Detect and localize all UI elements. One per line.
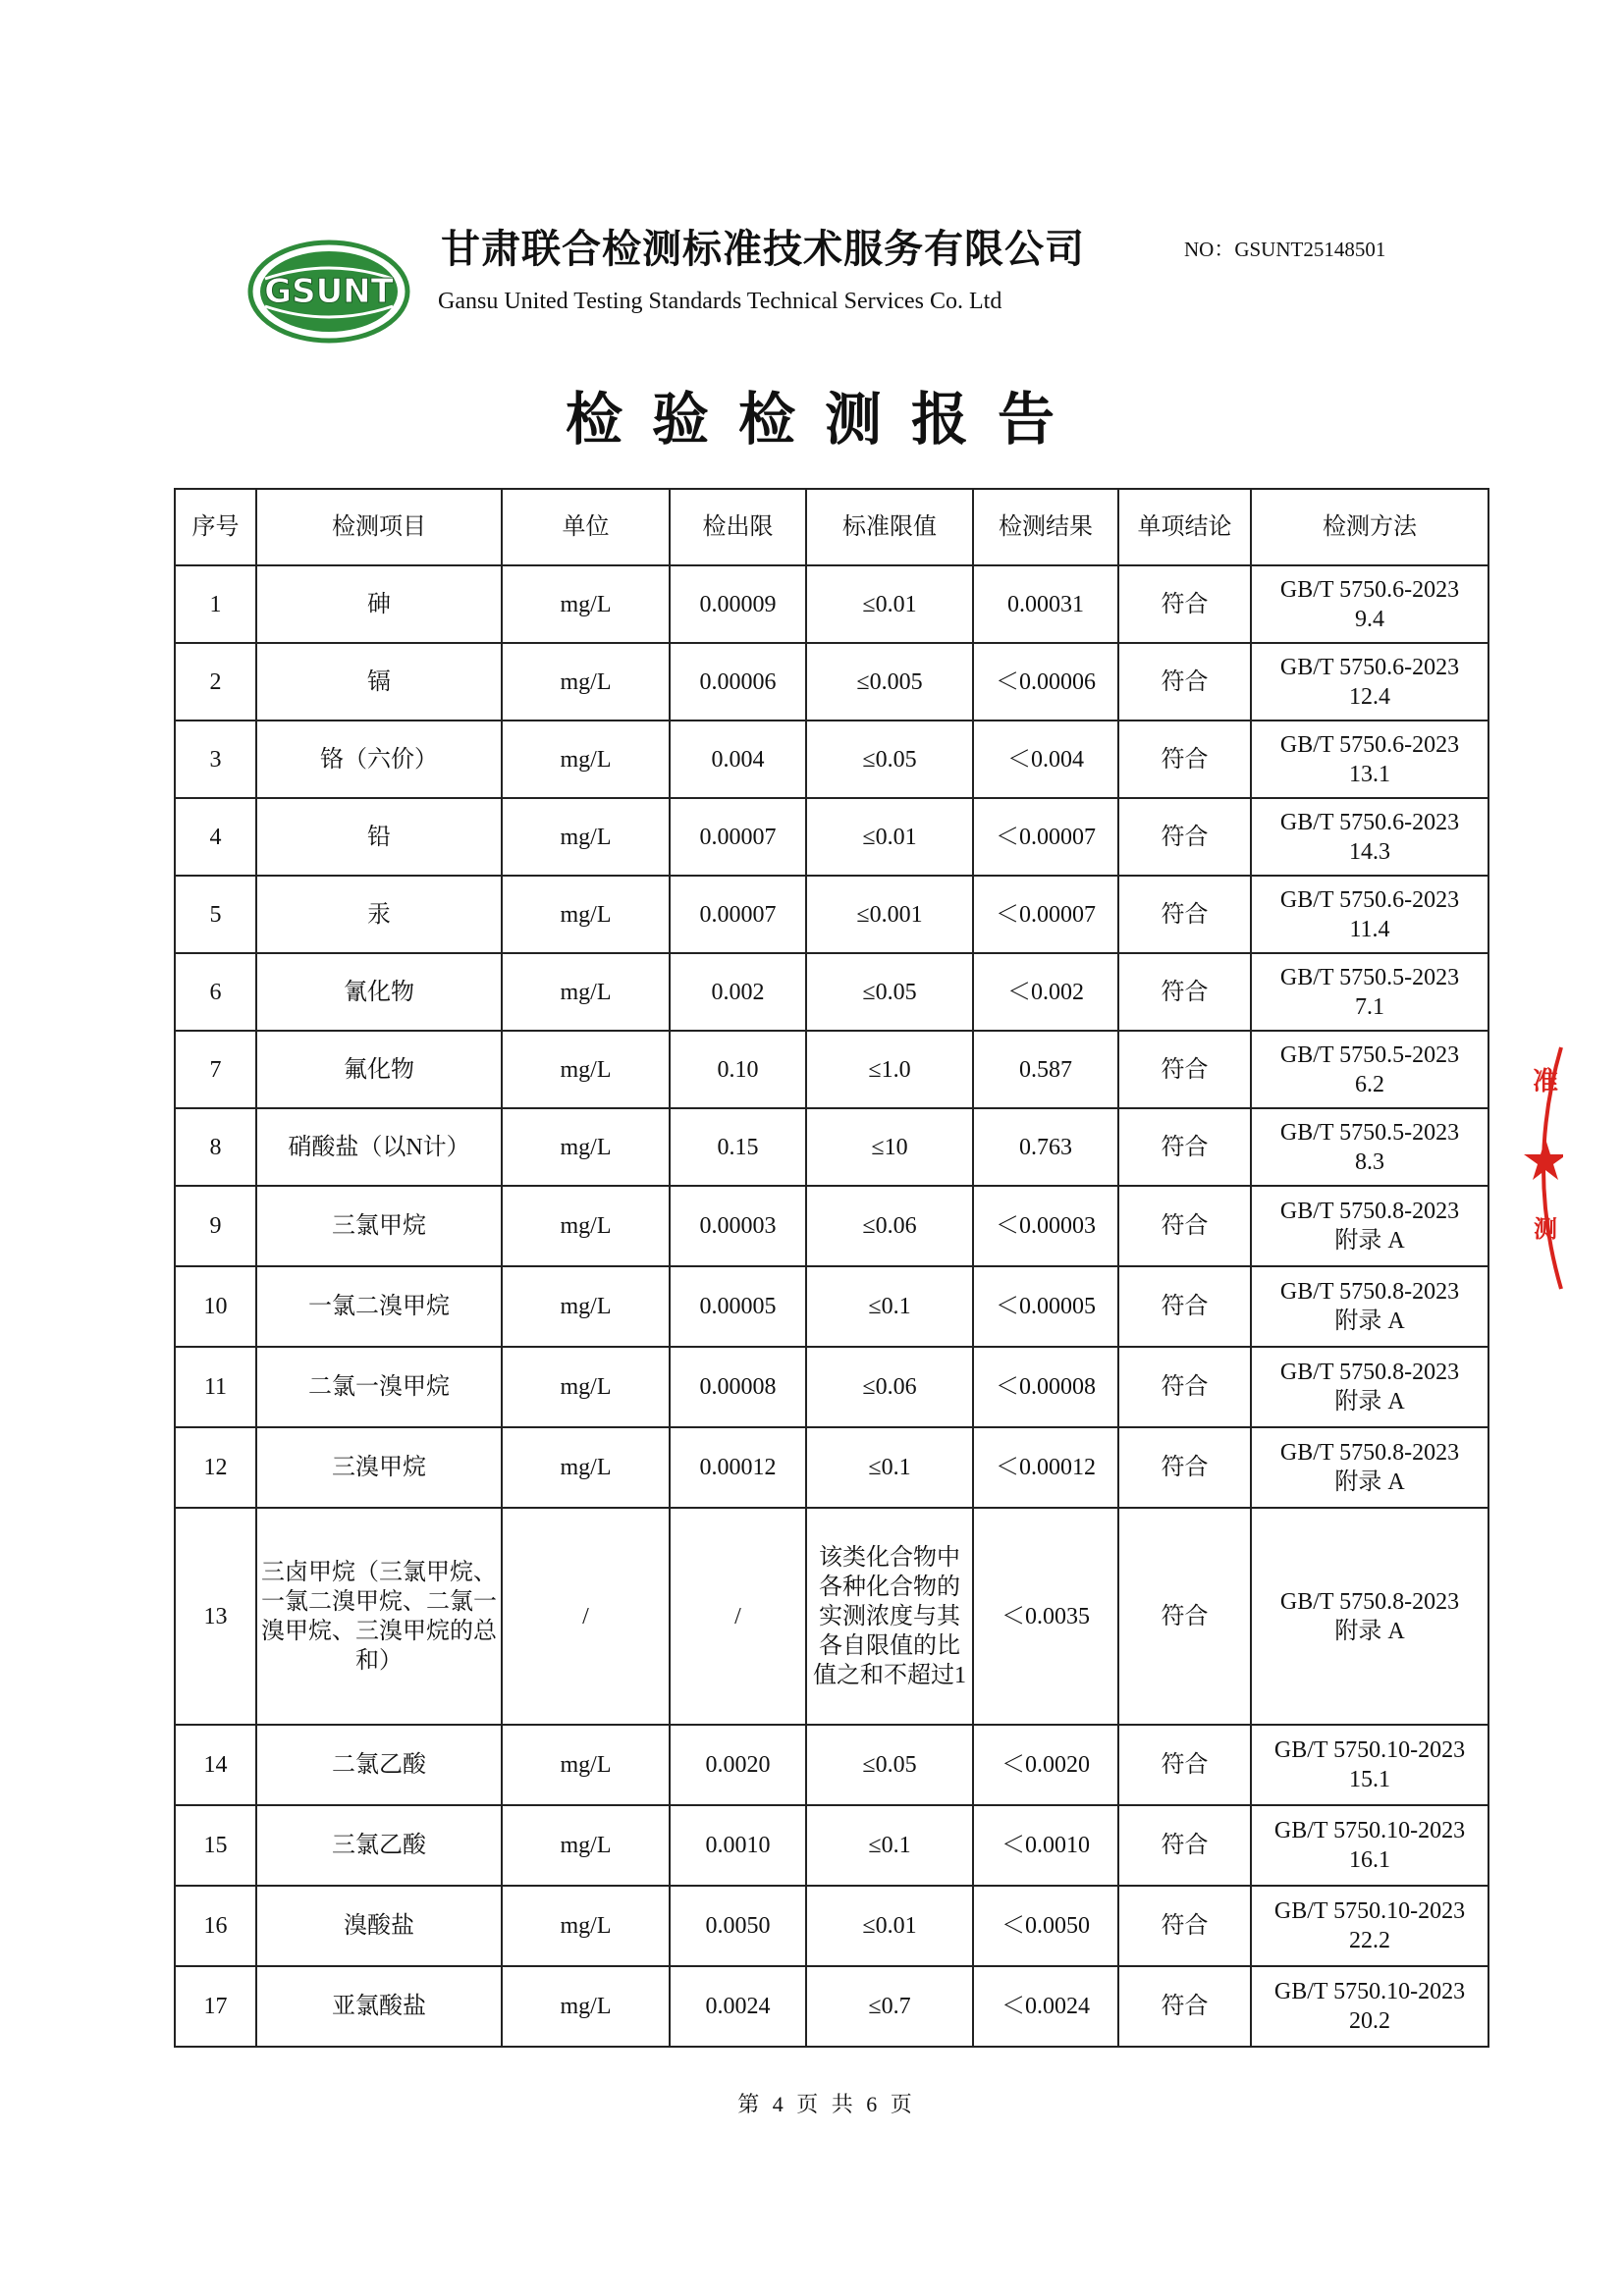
col-header: 检测结果 — [973, 489, 1118, 565]
cell-unit: mg/L — [502, 1966, 670, 2047]
table-row — [175, 876, 1488, 953]
method-clause: 附录 A — [1334, 1228, 1405, 1254]
table-row — [175, 565, 1488, 643]
method-clause: 13.1 — [1349, 761, 1390, 787]
cell-method — [1251, 1031, 1488, 1108]
cell-unit: mg/L — [502, 1186, 670, 1266]
cell-item: 亚氯酸盐 — [256, 1966, 502, 2047]
cell-conclusion: 符合 — [1118, 1966, 1251, 2047]
cell-lod: 0.0024 — [670, 1966, 806, 2047]
table-row — [175, 953, 1488, 1031]
cell-limit: ≤0.05 — [806, 1725, 973, 1805]
table-row — [175, 1108, 1488, 1186]
cell-method — [1251, 1427, 1488, 1508]
cell-no: 9 — [175, 1186, 256, 1266]
cell-no: 8 — [175, 1108, 256, 1186]
cell-conclusion: 符合 — [1118, 1805, 1251, 1886]
cell-lod: 0.00012 — [670, 1427, 806, 1508]
table-row — [175, 643, 1488, 721]
method-standard: GB/T 5750.8-2023 — [1279, 1199, 1460, 1224]
cell-unit: mg/L — [502, 1031, 670, 1108]
table-row — [175, 1886, 1488, 1966]
method-standard: GB/T 5750.8-2023 — [1279, 1440, 1460, 1466]
cell-method — [1251, 1347, 1488, 1427]
method-clause: 15.1 — [1349, 1767, 1390, 1792]
cell-limit: ≤0.005 — [806, 643, 973, 721]
cell-no: 16 — [175, 1886, 256, 1966]
cell-limit: ≤0.7 — [806, 1966, 973, 2047]
cell-method — [1251, 876, 1488, 953]
method-standard: GB/T 5750.6-2023 — [1279, 886, 1460, 913]
cell-limit: 该类化合物中各种化合物的实测浓度与其各自限值的比值之和不超过1 — [806, 1508, 973, 1725]
col-header: 检测方法 — [1251, 489, 1488, 565]
cell-item: 硝酸盐（以N计） — [256, 1108, 502, 1186]
cell-lod: 0.004 — [670, 721, 806, 798]
svg-text:测: 测 — [1534, 1215, 1557, 1243]
cell-limit: ≤0.001 — [806, 876, 973, 953]
cell-lod: 0.00009 — [670, 565, 806, 643]
cell-conclusion: 符合 — [1118, 1266, 1251, 1347]
cell-result: 0.763 — [973, 1108, 1118, 1186]
method-clause: 9.4 — [1355, 606, 1384, 632]
cell-item: 三溴甲烷 — [256, 1427, 502, 1508]
cell-limit: ≤1.0 — [806, 1031, 973, 1108]
cell-method — [1251, 1266, 1488, 1347]
cell-result: ＜0.00012 — [973, 1427, 1118, 1508]
cell-conclusion: 符合 — [1118, 1186, 1251, 1266]
cell-result: ＜0.002 — [973, 953, 1118, 1031]
cell-unit: mg/L — [502, 1805, 670, 1886]
method-clause: 12.4 — [1349, 683, 1390, 710]
cell-unit: mg/L — [502, 1725, 670, 1805]
cell-item: 二氯乙酸 — [256, 1725, 502, 1805]
cell-conclusion: 符合 — [1118, 798, 1251, 876]
cell-item: 三卤甲烷（三氯甲烷、一氯二溴甲烷、二氯一溴甲烷、三溴甲烷的总和） — [256, 1508, 502, 1725]
cell-method — [1251, 1886, 1488, 1966]
cell-no: 12 — [175, 1427, 256, 1508]
cell-lod: 0.0050 — [670, 1886, 806, 1966]
cell-unit: mg/L — [502, 1347, 670, 1427]
table-row — [175, 1805, 1488, 1886]
cell-conclusion: 符合 — [1118, 1031, 1251, 1108]
cell-lod: 0.15 — [670, 1108, 806, 1186]
cell-no: 14 — [175, 1725, 256, 1805]
cell-unit: mg/L — [502, 1427, 670, 1508]
report-number: NO：GSUNT25148501 — [1184, 238, 1386, 261]
method-standard: GB/T 5750.10-2023 — [1273, 1737, 1466, 1763]
cell-conclusion: 符合 — [1118, 1508, 1251, 1725]
cell-limit: ≤0.06 — [806, 1186, 973, 1266]
method-standard: GB/T 5750.8-2023 — [1279, 1588, 1460, 1615]
cell-unit: mg/L — [502, 1108, 670, 1186]
cell-conclusion: 符合 — [1118, 721, 1251, 798]
cell-item: 一氯二溴甲烷 — [256, 1266, 502, 1347]
cell-limit: ≤0.05 — [806, 953, 973, 1031]
table-body — [175, 565, 1488, 2047]
cell-no: 6 — [175, 953, 256, 1031]
cell-limit: ≤10 — [806, 1108, 973, 1186]
table-row — [175, 1427, 1488, 1508]
col-header: 检出限 — [670, 489, 806, 565]
cell-unit: mg/L — [502, 1266, 670, 1347]
cell-lod: 0.00006 — [670, 643, 806, 721]
method-standard: GB/T 5750.8-2023 — [1279, 1360, 1460, 1385]
cell-limit: ≤0.06 — [806, 1347, 973, 1427]
method-standard: GB/T 5750.6-2023 — [1279, 809, 1460, 835]
company-name-cn: 甘肃联合检测标准技术服务有限公司 — [441, 227, 1085, 272]
method-standard: GB/T 5750.6-2023 — [1279, 731, 1460, 758]
cell-lod: 0.00005 — [670, 1266, 806, 1347]
table-row — [175, 798, 1488, 876]
table-row — [175, 1508, 1488, 1725]
cell-item: 铅 — [256, 798, 502, 876]
cell-result: ＜0.00005 — [973, 1266, 1118, 1347]
cell-method — [1251, 1508, 1488, 1725]
cell-no: 5 — [175, 876, 256, 953]
cell-conclusion: 符合 — [1118, 1886, 1251, 1966]
cell-unit: mg/L — [502, 721, 670, 798]
cell-no: 4 — [175, 798, 256, 876]
method-standard: GB/T 5750.10-2023 — [1273, 1979, 1466, 2004]
cell-result: ＜0.00006 — [973, 643, 1118, 721]
cell-method — [1251, 721, 1488, 798]
table-row — [175, 1347, 1488, 1427]
cell-result: ＜0.0020 — [973, 1725, 1118, 1805]
cell-unit: mg/L — [502, 953, 670, 1031]
table-header-row — [175, 489, 1488, 565]
cell-method — [1251, 798, 1488, 876]
cell-limit: ≤0.01 — [806, 1886, 973, 1966]
cell-no: 13 — [175, 1508, 256, 1725]
logo-text: GSUNT — [264, 272, 394, 311]
cell-lod: 0.00008 — [670, 1347, 806, 1427]
method-clause: 20.2 — [1349, 2008, 1390, 2034]
col-header: 单位 — [502, 489, 670, 565]
col-header: 检测项目 — [256, 489, 502, 565]
cell-unit: mg/L — [502, 1886, 670, 1966]
method-standard: GB/T 5750.6-2023 — [1279, 654, 1460, 680]
cell-method — [1251, 1725, 1488, 1805]
cell-lod: 0.00007 — [670, 798, 806, 876]
seal-stamp — [1524, 1045, 1563, 1291]
results-table — [174, 488, 1489, 2048]
cell-no: 1 — [175, 565, 256, 643]
cell-unit: mg/L — [502, 643, 670, 721]
cell-method — [1251, 1805, 1488, 1886]
cell-limit: ≤0.01 — [806, 798, 973, 876]
cell-result: ＜0.004 — [973, 721, 1118, 798]
cell-lod: 0.0020 — [670, 1725, 806, 1805]
method-clause: 6.2 — [1355, 1071, 1384, 1097]
cell-no: 17 — [175, 1966, 256, 2047]
cell-no: 3 — [175, 721, 256, 798]
cell-conclusion: 符合 — [1118, 1725, 1251, 1805]
cell-item: 铬（六价） — [256, 721, 502, 798]
cell-unit: mg/L — [502, 565, 670, 643]
cell-limit: ≤0.1 — [806, 1266, 973, 1347]
cell-no: 10 — [175, 1266, 256, 1347]
cell-result: 0.587 — [973, 1031, 1118, 1108]
cell-no: 11 — [175, 1347, 256, 1427]
company-logo — [247, 240, 410, 344]
cell-result: ＜0.0050 — [973, 1886, 1118, 1966]
cell-unit: mg/L — [502, 798, 670, 876]
page-number: 第 4 页 共 6 页 — [737, 2092, 912, 2116]
cell-result: ＜0.00007 — [973, 876, 1118, 953]
cell-limit: ≤0.1 — [806, 1805, 973, 1886]
company-name-en: Gansu United Testing Standards Technical Services Co. Ltd — [438, 289, 1002, 314]
table-row — [175, 1725, 1488, 1805]
col-header: 标准限值 — [806, 489, 973, 565]
cell-limit: ≤0.1 — [806, 1427, 973, 1508]
cell-conclusion: 符合 — [1118, 876, 1251, 953]
method-standard: GB/T 5750.5-2023 — [1279, 1041, 1460, 1068]
cell-method — [1251, 953, 1488, 1031]
cell-item: 汞 — [256, 876, 502, 953]
method-clause: 附录 A — [1334, 1308, 1405, 1334]
cell-conclusion: 符合 — [1118, 1347, 1251, 1427]
cell-result: ＜0.0010 — [973, 1805, 1118, 1886]
cell-item: 溴酸盐 — [256, 1886, 502, 1966]
cell-lod: 0.00003 — [670, 1186, 806, 1266]
method-clause: 附录 A — [1334, 1618, 1405, 1644]
cell-limit: ≤0.01 — [806, 565, 973, 643]
cell-limit: ≤0.05 — [806, 721, 973, 798]
report-title: 检验检测报告 — [565, 386, 1084, 453]
cell-conclusion: 符合 — [1118, 643, 1251, 721]
method-clause: 16.1 — [1349, 1847, 1390, 1873]
method-clause: 附录 A — [1334, 1389, 1405, 1415]
cell-method — [1251, 1108, 1488, 1186]
cell-item: 三氯甲烷 — [256, 1186, 502, 1266]
col-header: 单项结论 — [1118, 489, 1251, 565]
method-clause: 8.3 — [1355, 1148, 1384, 1175]
cell-conclusion: 符合 — [1118, 953, 1251, 1031]
cell-result: 0.00031 — [973, 565, 1118, 643]
cell-item: 氰化物 — [256, 953, 502, 1031]
cell-conclusion: 符合 — [1118, 1427, 1251, 1508]
cell-unit: / — [502, 1508, 670, 1725]
col-header: 序号 — [175, 489, 256, 565]
cell-lod: 0.0010 — [670, 1805, 806, 1886]
cell-no: 15 — [175, 1805, 256, 1886]
table-row — [175, 1966, 1488, 2047]
cell-conclusion: 符合 — [1118, 565, 1251, 643]
cell-method — [1251, 565, 1488, 643]
cell-item: 氟化物 — [256, 1031, 502, 1108]
cell-conclusion: 符合 — [1118, 1108, 1251, 1186]
cell-no: 7 — [175, 1031, 256, 1108]
cell-lod: 0.002 — [670, 953, 806, 1031]
cell-no: 2 — [175, 643, 256, 721]
cell-item: 三氯乙酸 — [256, 1805, 502, 1886]
cell-result: ＜0.00008 — [973, 1347, 1118, 1427]
table-row — [175, 1266, 1488, 1347]
svg-text:准: 准 — [1532, 1067, 1559, 1096]
method-standard: GB/T 5750.10-2023 — [1273, 1818, 1466, 1843]
cell-unit: mg/L — [502, 876, 670, 953]
table-row — [175, 721, 1488, 798]
cell-lod: 0.00007 — [670, 876, 806, 953]
method-clause: 14.3 — [1349, 838, 1390, 865]
cell-lod: / — [670, 1508, 806, 1725]
method-clause: 22.2 — [1349, 1928, 1390, 1953]
method-standard: GB/T 5750.5-2023 — [1279, 964, 1460, 990]
cell-result: ＜0.0035 — [973, 1508, 1118, 1725]
cell-item: 二氯一溴甲烷 — [256, 1347, 502, 1427]
cell-item: 砷 — [256, 565, 502, 643]
method-standard: GB/T 5750.5-2023 — [1279, 1119, 1460, 1146]
method-clause: 附录 A — [1334, 1469, 1405, 1495]
table-row — [175, 1031, 1488, 1108]
cell-result: ＜0.0024 — [973, 1966, 1118, 2047]
cell-method — [1251, 1186, 1488, 1266]
cell-result: ＜0.00003 — [973, 1186, 1118, 1266]
cell-item: 镉 — [256, 643, 502, 721]
cell-lod: 0.10 — [670, 1031, 806, 1108]
method-standard: GB/T 5750.6-2023 — [1279, 576, 1460, 603]
method-clause: 11.4 — [1349, 916, 1390, 942]
cell-method — [1251, 643, 1488, 721]
method-standard: GB/T 5750.8-2023 — [1279, 1279, 1460, 1305]
cell-method — [1251, 1966, 1488, 2047]
method-standard: GB/T 5750.10-2023 — [1273, 1898, 1466, 1924]
method-clause: 7.1 — [1355, 993, 1384, 1020]
cell-result: ＜0.00007 — [973, 798, 1118, 876]
table-row — [175, 1186, 1488, 1266]
